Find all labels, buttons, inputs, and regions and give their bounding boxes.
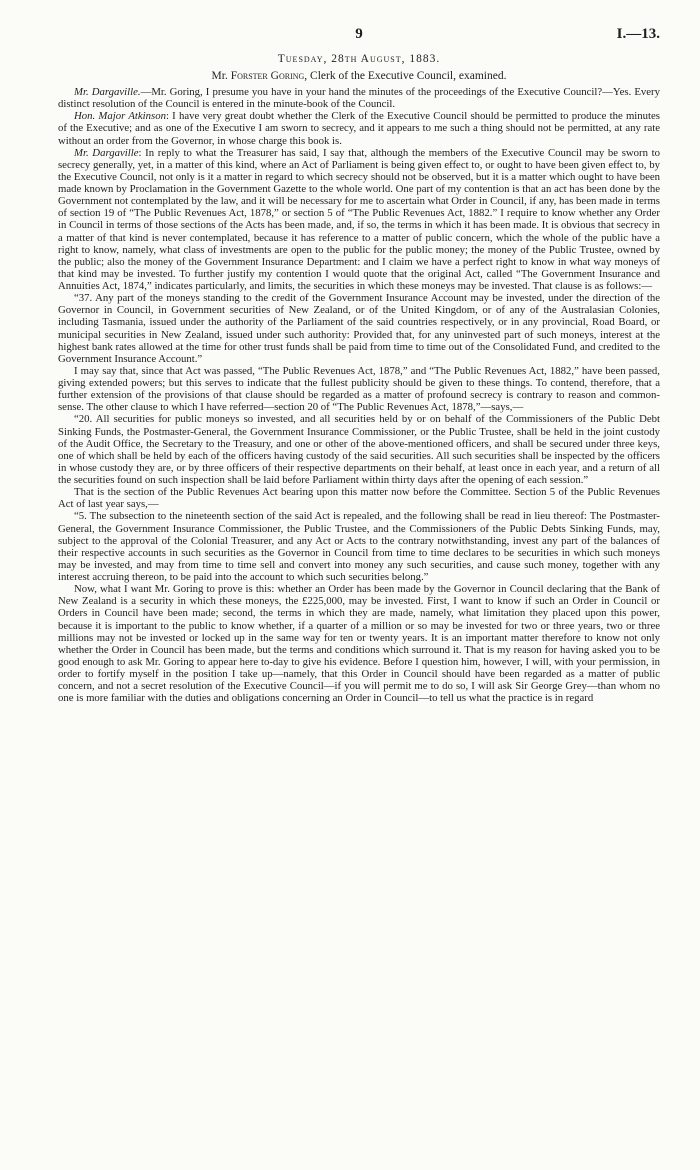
paragraph <box>58 583 660 704</box>
paragraph-text: “5. The subsection to the nineteenth section of the said Act is repealed, and the following shall be read in lieu thereof: The Postmaster-General, the Government Insurance Commissioner, the Public Trustee, and the Commissioners of the Public Debts Sinking Funds, may, subject to the approval of the Colonial Treasurer, and any Act or Acts to the contrary notwithstanding, invest any part of the balances of their respective accounts in such securities as the Governor in Council from time to time declares to be securities in which such moneys may be invested, and may from time to time sell and convert into money any such securities, and cause such money, together with any interest accruing thereon, to be paid into the account to which such securities belong.” <box>58 510 660 583</box>
witness-prefix: Mr. <box>211 70 231 82</box>
date-line: Tuesday, 28th August, 1883. <box>277 53 441 65</box>
quoted-clause <box>58 413 660 486</box>
paragraph <box>58 365 660 414</box>
page-number: 9 <box>355 26 363 42</box>
witness-heading <box>58 70 660 82</box>
document-body <box>58 86 660 704</box>
witness-name: Forster Goring <box>230 70 305 82</box>
quoted-clause <box>58 292 660 365</box>
speaker-name: Mr. Dargaville <box>74 146 139 159</box>
paragraph-text: : In reply to what the Treasurer has said, I say that, although the members of the Executive Council may be sworn to secrecy generally, yet, in a matter of this kind, where an Act of Parliament is being given effect to, or ought to have been given effect to, by the Executive Council, not only is it a matter in regard to which secrecy should not be observed, but it is a matter which ought to have been made known by Proclamation in the Government Gazette to the whole world. One part of my contention is that an act has been done by the Government not contemplated by the law, and it will be necessary for me to ascertain what Order in Council, if any, has been made in terms of section 19 of “The Public Revenues Act, 1878,” or section 5 of “The Public Revenues Act, 1882.” I require to know whether any Order in Council in terms of those sections of the Acts has been made, and, if so, the terms in which it has been made. It is obvious that secrecy in a matter of that kind is never contemplated, because it has reference to a matter of public concern, which the whole of the public have a right to know, namely, what class of investments are open to the public for the public money; the money of the Public Trustee, owned by the public; also the money of the Government Insurance Department: and I claim we have a perfect right to know in what way moneys of that kind may be invested. To further justify my contention I would quote that the original Act, called “The Government Insurance and Annuities Act, 1874,” indicates particularly, and limits, the securities in which these moneys may be invested. That clause is as follows:— <box>58 146 661 292</box>
paragraph <box>58 86 660 110</box>
speaker-name: Hon. Major Atkinson <box>74 110 166 123</box>
page-header <box>58 0 660 44</box>
quoted-clause <box>58 510 660 583</box>
paragraph-text: : I have very great doubt whether the Clerk of the Executive Council should be permitted to produce the minutes of the Executive; and as one of the Executive I am sworn to secrecy, and it appears to me such a thing should not be permitted, at any rate without an order from the Governor, in whose charge this book is. <box>58 110 660 147</box>
witness-role: , Clerk of the Executive Council, examined. <box>304 70 507 82</box>
paragraph <box>58 147 660 293</box>
paragraph-text: I may say that, since that Act was passed, “The Public Revenues Act, 1878,” and “The Public Revenues Act, 1882,” have been passed, giving extended powers; but this serves to indicate that the fullest publicity should be given to these things. To contend, therefore, that a further extension of the provisions of that clause should be regarded as a matter of profound secrecy is contrary to reason and common-sense. The other clause to which I have referred—section 20 of “The Public Revenues Act, 1878,”—says,— <box>58 364 660 414</box>
paragraph-text: “20. All securities for public moneys so invested, and all securities held by or on behalf of the Commissioners of the Public Debt Sinking Funds, the Postmaster-General, the Government Insurance Commissioner, or the Public Trustee, shall be held in the joint custody of the Audit Office, the Secretary to the Treasury, and one or other of the above-mentioned officers, and shall be secured under three keys, one of which shall be held by each of the officers having custody of the said securities. All such securities shall be inspected by the officers in whose custody they are, or by three officers of their respective departments on their behalf, at least once in each year, and a return of all the securities found on such inspection shall be laid before Parliament within thirty days after the opening of each session.” <box>58 413 660 486</box>
paragraph-text: That is the section of the Public Revenues Act bearing upon this matter now before the Committee. Section 5 of the Public Revenues Act of last year says,— <box>58 486 660 511</box>
paragraph-text: Now, what I want Mr. Goring to prove is this: whether an Order has been made by the Governor in Council declaring that the Bank of New Zealand is a security in which these moneys, the £225,000, may be invested. First, I want to know if such an Order in Council or Orders in Council have been made; second, the terms in which they are made, namely, what limitation they placed upon this power, because it is important to the public to know whether, if a quarter of a million or so may be invested for two or three years, two or three millions may not be invested or locked up in the same way for ten or twenty years. It is an important matter therefore to know not only whether the Order in Council has been made, but the terms and conditions which surround it. That is my reason for having asked you to be good enough to ask Mr. Goring to appear here to-day to give his evidence. Before I question him, however, I will, with your permission, in order to fortify myself in the position I take up—namely, that this Order in Council should have been regarded as a matter of public concern, and not a secret resolution of the Executive Council—if you will permit me to do so, I will ask Sir George Grey—than whom no one is more familiar with the duties and obligations concerning an Order in Council—to tell us what the practice is in regard <box>58 583 660 705</box>
paragraph-text: —Mr. Goring, I presume you have in your hand the minutes of the proceedings of the Executive Council?—Yes. Every distinct resolution of the Council is entered in the minute-book of the Council. <box>58 86 660 111</box>
paragraph <box>58 486 660 510</box>
document-series-number: I.—13. <box>616 26 660 42</box>
speaker-name: Mr. Dargaville. <box>74 86 141 98</box>
paragraph-text: “37. Any part of the moneys standing to the credit of the Government Insurance Account may be invested, under the direction of the Governor in Council, in Government securities of New Zealand, or of the United Kingdom, or of any of the Australasian Colonies, including Tasmania, issued under the authority of the Parliament of the said countries respectively, or in any provincial, Road Board, or municipal securities in New Zealand, issued under such authority: Provided that, for any uninvested part of such moneys, interest at the highest bank rates allowed at the time for other trust funds shall be paid from time to time out of the Consolidated Fund, and credited to the Government Insurance Account.” <box>58 292 660 365</box>
paragraph <box>58 110 660 146</box>
